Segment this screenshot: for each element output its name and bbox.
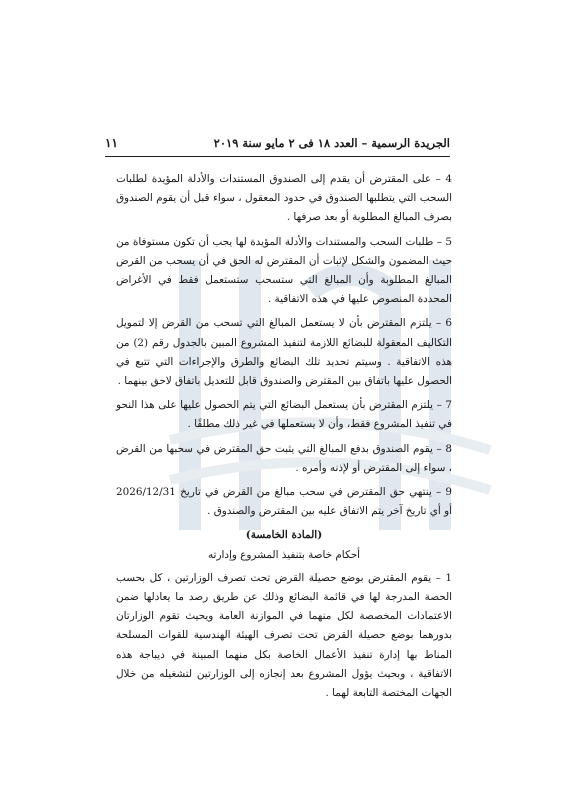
page-number: ١١ bbox=[105, 136, 118, 150]
gazette-title: الجريدة الرسمية – العدد ١٨ فى ٢ مايو سنة ٢٠١٩ bbox=[213, 136, 450, 150]
clause-paragraph: 1 – يقوم المقترض بوضع حصيلة القرض تحت تصرف الوزارتين ، كل بحسب الحصة المدرجة لها في قائمة البضائع وذلك عن طريق رصد ما يعادلها ضمن الاعتمادات المخصصة لكل منهما في الموازنة العامة ويحيث تقوم الوزارتان بدورهما بوضع حصيلة القرض تحت تصرف الهيئة الهندسية للقوات المسلحة المناط بها إدارة تنفيذ الأعمال الخاصة بكل منهما المبينة في ديباجة هذه الاتفاقية ، وبحيث يؤول المشروع بعد إنجازه إلى الوزارتين لتشغيله من خلال الجهات المختصة التابعة لهما . bbox=[116, 571, 452, 700]
clause-paragraph: 9 – ينتهي حق المقترض في سحب مبالغ من القرض في تاريخ 2026/12/31 أو أي تاريخ آخر يتم الاتفاق عليه بين المقترض والصندوق . bbox=[116, 486, 452, 518]
clause-paragraph: 8 – يقوم الصندوق بدفع المبالغ التي يثبت حق المقترض في سحبها من القرض ، سواء إلى المقترض أو لإذنه وأمره . bbox=[116, 442, 452, 474]
clause-paragraph: 6 – يلتزم المقترض بأن لا يستعمل المبالغ التي تسحب من القرض إلا لتمويل التكاليف المعقولة للبضائع اللازمة لتنفيذ المشروع المبين بالجدول رقم (2) من هذه الاتفاقية . وسيتم تحديد تلك البضائع والطرق والإجراءات التي تتبع في الحصول عليها باتفاق بين المقترض والصندوق قابل للتعديل باتفاق لاحق بينهما . bbox=[116, 317, 452, 388]
clause-paragraph: 4 – على المقترض أن يقدم إلى الصندوق المستندات والأدلة المؤيدة لطلبات السحب التي يتطلبها الصندوق في حدود المعقول ، سواء قبل أن يقوم الصندوق بصرف المبالغ المطلوبة أو بعد صرفها . bbox=[116, 173, 452, 224]
article-subheading: أحكام خاصة بتنفيذ المشروع وإدارته bbox=[207, 548, 361, 561]
clause-paragraph: 7 – يلتزم المقترض بأن يستعمل البضائع التي يتم الحصول عليها على هذا النحو في تنفيذ المشروع فقط، وأن لا يستعملها في غير ذلك مطلقًا . bbox=[116, 399, 452, 431]
page-header bbox=[105, 136, 450, 157]
document-body bbox=[116, 170, 452, 708]
clause-paragraph: 5 – طلبات السحب والمستندات والأدلة المؤيدة لها يجب أن تكون مستوفاة من حيث المضمون والشكل لإثبات أن المقترض له الحق في أن يسحب من القرض المبالغ المطلوبة وأن المبالغ التي ستسحب ستستعمل فقط في الأغراض المحددة المنصوص عليها في هذه الاتفاقية . bbox=[116, 235, 452, 306]
article-heading: (المادة الخامسة) bbox=[245, 529, 323, 542]
